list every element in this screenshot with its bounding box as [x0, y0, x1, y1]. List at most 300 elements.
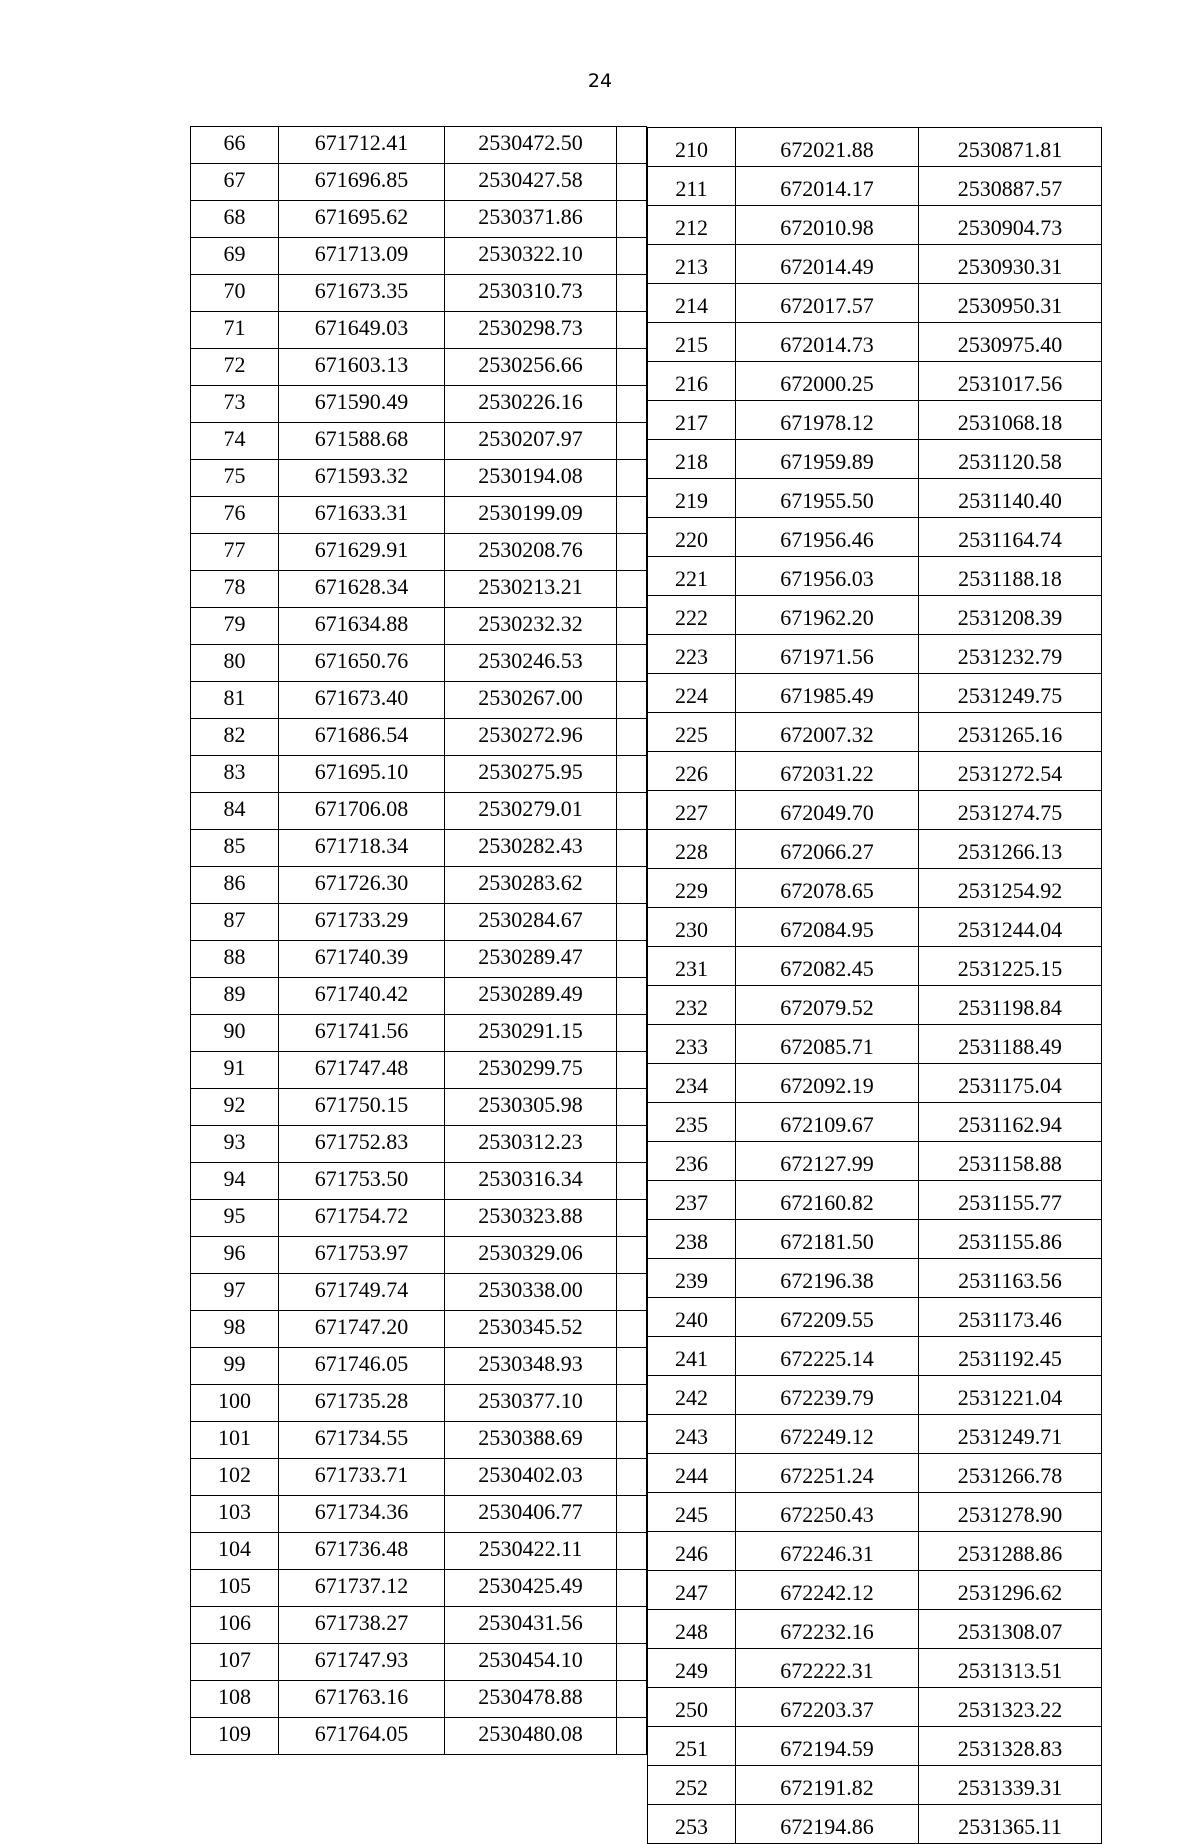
y-coordinate-cell: 2530232.32: [445, 608, 617, 645]
y-coordinate-cell: 2531164.74: [919, 518, 1102, 557]
x-coordinate-cell: 672014.73: [736, 323, 919, 362]
y-coordinate-cell: 2530478.88: [445, 1681, 617, 1718]
y-coordinate-cell: 2531208.39: [919, 596, 1102, 635]
table-row: [648, 128, 1102, 167]
y-coordinate-cell: 2530422.11: [445, 1533, 617, 1570]
point-number-cell: 73: [191, 386, 279, 423]
y-coordinate-cell: 2531265.16: [919, 713, 1102, 752]
spacer-cell: [617, 1126, 647, 1163]
y-coordinate-cell: 2530322.10: [445, 238, 617, 275]
point-number-cell: 211: [648, 167, 736, 206]
spacer-cell: [617, 571, 647, 608]
spacer-cell: [617, 1015, 647, 1052]
x-coordinate-cell: 671712.41: [279, 127, 445, 164]
x-coordinate-cell: 671764.05: [279, 1718, 445, 1755]
x-coordinate-cell: 672251.24: [736, 1454, 919, 1493]
x-coordinate-cell: 672222.31: [736, 1649, 919, 1688]
y-coordinate-cell: 2531278.90: [919, 1493, 1102, 1532]
point-number-cell: 246: [648, 1532, 736, 1571]
table-row: [191, 164, 647, 201]
x-coordinate-cell: 671673.35: [279, 275, 445, 312]
y-coordinate-cell: 2530427.58: [445, 164, 617, 201]
point-number-cell: 247: [648, 1571, 736, 1610]
table-row: [191, 534, 647, 571]
point-number-cell: 93: [191, 1126, 279, 1163]
x-coordinate-cell: 671733.29: [279, 904, 445, 941]
x-coordinate-cell: 672194.86: [736, 1805, 919, 1844]
table-row: [648, 206, 1102, 245]
y-coordinate-cell: 2530950.31: [919, 284, 1102, 323]
table-row: [648, 1571, 1102, 1610]
table-row: [191, 1607, 647, 1644]
point-number-cell: 108: [191, 1681, 279, 1718]
point-number-cell: 242: [648, 1376, 736, 1415]
y-coordinate-cell: 2530904.73: [919, 206, 1102, 245]
x-coordinate-cell: 672084.95: [736, 908, 919, 947]
table-row: [648, 752, 1102, 791]
x-coordinate-cell: 671740.42: [279, 978, 445, 1015]
y-coordinate-cell: 2531266.78: [919, 1454, 1102, 1493]
point-number-cell: 231: [648, 947, 736, 986]
point-number-cell: 216: [648, 362, 736, 401]
y-coordinate-cell: 2530275.95: [445, 756, 617, 793]
spacer-cell: [617, 793, 647, 830]
point-number-cell: 71: [191, 312, 279, 349]
spacer-cell: [617, 608, 647, 645]
spacer-cell: [617, 1459, 647, 1496]
y-coordinate-cell: 2531155.86: [919, 1220, 1102, 1259]
point-number-cell: 104: [191, 1533, 279, 1570]
x-coordinate-cell: 672239.79: [736, 1376, 919, 1415]
point-number-cell: 100: [191, 1385, 279, 1422]
point-number-cell: 251: [648, 1727, 736, 1766]
x-coordinate-cell: 671978.12: [736, 401, 919, 440]
point-number-cell: 212: [648, 206, 736, 245]
y-coordinate-cell: 2531313.51: [919, 1649, 1102, 1688]
table-row: [191, 497, 647, 534]
spacer-cell: [617, 164, 647, 201]
point-number-cell: 219: [648, 479, 736, 518]
table-row: [191, 1052, 647, 1089]
table-row: [191, 756, 647, 793]
x-coordinate-cell: 671726.30: [279, 867, 445, 904]
y-coordinate-cell: 2530298.73: [445, 312, 617, 349]
x-coordinate-cell: 672232.16: [736, 1610, 919, 1649]
y-coordinate-cell: 2531068.18: [919, 401, 1102, 440]
point-number-cell: 214: [648, 284, 736, 323]
point-number-cell: 226: [648, 752, 736, 791]
spacer-cell: [617, 1311, 647, 1348]
table-row: [648, 245, 1102, 284]
y-coordinate-cell: 2531192.45: [919, 1337, 1102, 1376]
y-coordinate-cell: 2530299.75: [445, 1052, 617, 1089]
table-row: [648, 947, 1102, 986]
point-number-cell: 105: [191, 1570, 279, 1607]
point-number-cell: 236: [648, 1142, 736, 1181]
y-coordinate-cell: 2530213.21: [445, 571, 617, 608]
table-row: [191, 1718, 647, 1755]
y-coordinate-cell: 2531120.58: [919, 440, 1102, 479]
table-row: [191, 941, 647, 978]
spacer-cell: [617, 534, 647, 571]
point-number-cell: 239: [648, 1259, 736, 1298]
y-coordinate-cell: 2531162.94: [919, 1103, 1102, 1142]
spacer-cell: [617, 1496, 647, 1533]
y-coordinate-cell: 2530323.88: [445, 1200, 617, 1237]
table-row: [191, 978, 647, 1015]
point-number-cell: 230: [648, 908, 736, 947]
x-coordinate-cell: 671971.56: [736, 635, 919, 674]
table-row: [648, 1298, 1102, 1337]
spacer-cell: [617, 645, 647, 682]
spacer-cell: [617, 867, 647, 904]
spacer-cell: [617, 1607, 647, 1644]
point-number-cell: 217: [648, 401, 736, 440]
table-row: [648, 557, 1102, 596]
table-row: [191, 1163, 647, 1200]
y-coordinate-cell: 2530871.81: [919, 128, 1102, 167]
x-coordinate-cell: 672196.38: [736, 1259, 919, 1298]
x-coordinate-cell: 671746.05: [279, 1348, 445, 1385]
x-coordinate-cell: 672085.71: [736, 1025, 919, 1064]
y-coordinate-cell: 2530207.97: [445, 423, 617, 460]
spacer-cell: [617, 1385, 647, 1422]
x-coordinate-cell: 671686.54: [279, 719, 445, 756]
y-coordinate-cell: 2531308.07: [919, 1610, 1102, 1649]
y-coordinate-cell: 2531188.18: [919, 557, 1102, 596]
y-coordinate-cell: 2530256.66: [445, 349, 617, 386]
x-coordinate-cell: 671713.09: [279, 238, 445, 275]
y-coordinate-cell: 2530279.01: [445, 793, 617, 830]
point-number-cell: 224: [648, 674, 736, 713]
x-coordinate-cell: 671740.39: [279, 941, 445, 978]
table-row: [191, 349, 647, 386]
spacer-cell: [617, 1570, 647, 1607]
x-coordinate-cell: 671763.16: [279, 1681, 445, 1718]
x-coordinate-cell: 672225.14: [736, 1337, 919, 1376]
x-coordinate-cell: 672082.45: [736, 947, 919, 986]
table-row: [648, 518, 1102, 557]
table-row: [191, 127, 647, 164]
x-coordinate-cell: 671956.46: [736, 518, 919, 557]
spacer-cell: [617, 1644, 647, 1681]
page-number: 24: [587, 70, 613, 92]
point-number-cell: 243: [648, 1415, 736, 1454]
point-number-cell: 107: [191, 1644, 279, 1681]
table-row: [191, 275, 647, 312]
point-number-cell: 101: [191, 1422, 279, 1459]
table-row: [648, 1688, 1102, 1727]
x-coordinate-cell: 671754.72: [279, 1200, 445, 1237]
y-coordinate-cell: 2530930.31: [919, 245, 1102, 284]
table-row: [191, 608, 647, 645]
table-row: [648, 1454, 1102, 1493]
y-coordinate-cell: 2530282.43: [445, 830, 617, 867]
spacer-cell: [617, 497, 647, 534]
table-row: [648, 1142, 1102, 1181]
spacer-cell: [617, 1052, 647, 1089]
point-number-cell: 97: [191, 1274, 279, 1311]
x-coordinate-cell: 672249.12: [736, 1415, 919, 1454]
y-coordinate-cell: 2530291.15: [445, 1015, 617, 1052]
x-coordinate-cell: 671962.20: [736, 596, 919, 635]
x-coordinate-cell: 671695.10: [279, 756, 445, 793]
spacer-cell: [617, 275, 647, 312]
table-row: [648, 635, 1102, 674]
table-row: [648, 1649, 1102, 1688]
x-coordinate-cell: 672209.55: [736, 1298, 919, 1337]
y-coordinate-cell: 2530310.73: [445, 275, 617, 312]
point-number-cell: 92: [191, 1089, 279, 1126]
point-number-cell: 69: [191, 238, 279, 275]
spacer-cell: [617, 423, 647, 460]
y-coordinate-cell: 2531254.92: [919, 869, 1102, 908]
spacer-cell: [617, 1533, 647, 1570]
table-row: [191, 1126, 647, 1163]
table-row: [191, 1385, 647, 1422]
table-row: [191, 719, 647, 756]
y-coordinate-cell: 2530329.06: [445, 1237, 617, 1274]
point-number-cell: 89: [191, 978, 279, 1015]
point-number-cell: 76: [191, 497, 279, 534]
x-coordinate-cell: 671733.71: [279, 1459, 445, 1496]
point-number-cell: 249: [648, 1649, 736, 1688]
point-number-cell: 102: [191, 1459, 279, 1496]
point-number-cell: 240: [648, 1298, 736, 1337]
spacer-cell: [617, 238, 647, 275]
y-coordinate-cell: 2531323.22: [919, 1688, 1102, 1727]
table-row: [648, 440, 1102, 479]
y-coordinate-cell: 2531249.75: [919, 674, 1102, 713]
y-coordinate-cell: 2531158.88: [919, 1142, 1102, 1181]
y-coordinate-cell: 2530472.50: [445, 127, 617, 164]
spacer-cell: [617, 941, 647, 978]
x-coordinate-cell: 671741.56: [279, 1015, 445, 1052]
table-row: [648, 908, 1102, 947]
table-row: [191, 1459, 647, 1496]
y-coordinate-cell: 2531173.46: [919, 1298, 1102, 1337]
y-coordinate-cell: 2531365.11: [919, 1805, 1102, 1844]
table-row: [648, 674, 1102, 713]
point-number-cell: 87: [191, 904, 279, 941]
point-number-cell: 222: [648, 596, 736, 635]
point-number-cell: 79: [191, 608, 279, 645]
point-number-cell: 252: [648, 1766, 736, 1805]
x-coordinate-cell: 672014.17: [736, 167, 919, 206]
x-coordinate-cell: 671629.91: [279, 534, 445, 571]
y-coordinate-cell: 2530246.53: [445, 645, 617, 682]
point-number-cell: 96: [191, 1237, 279, 1274]
spacer-cell: [617, 1237, 647, 1274]
point-number-cell: 234: [648, 1064, 736, 1103]
point-number-cell: 227: [648, 791, 736, 830]
x-coordinate-cell: 671749.74: [279, 1274, 445, 1311]
spacer-cell: [617, 349, 647, 386]
point-number-cell: 220: [648, 518, 736, 557]
x-coordinate-cell: 672014.49: [736, 245, 919, 284]
table-row: [191, 682, 647, 719]
table-row: [191, 1348, 647, 1385]
table-row: [648, 1766, 1102, 1805]
x-coordinate-cell: 672021.88: [736, 128, 919, 167]
x-coordinate-cell: 671736.48: [279, 1533, 445, 1570]
x-coordinate-cell: 671650.76: [279, 645, 445, 682]
point-number-cell: 229: [648, 869, 736, 908]
y-coordinate-cell: 2530402.03: [445, 1459, 617, 1496]
spacer-cell: [617, 1200, 647, 1237]
table-row: [648, 986, 1102, 1025]
table-row: [191, 830, 647, 867]
point-number-cell: 84: [191, 793, 279, 830]
table-row: [648, 1064, 1102, 1103]
y-coordinate-cell: 2530377.10: [445, 1385, 617, 1422]
point-number-cell: 241: [648, 1337, 736, 1376]
point-number-cell: 250: [648, 1688, 736, 1727]
x-coordinate-cell: 672079.52: [736, 986, 919, 1025]
x-coordinate-cell: 672246.31: [736, 1532, 919, 1571]
table-row: [648, 1376, 1102, 1415]
table-row: [191, 1570, 647, 1607]
table-row: [191, 571, 647, 608]
x-coordinate-cell: 671603.13: [279, 349, 445, 386]
x-coordinate-cell: 672181.50: [736, 1220, 919, 1259]
table-row: [191, 1496, 647, 1533]
table-row: [191, 1533, 647, 1570]
point-number-cell: 106: [191, 1607, 279, 1644]
y-coordinate-cell: 2530312.23: [445, 1126, 617, 1163]
point-number-cell: 86: [191, 867, 279, 904]
point-number-cell: 99: [191, 1348, 279, 1385]
table-row: [648, 869, 1102, 908]
point-number-cell: 88: [191, 941, 279, 978]
spacer-cell: [617, 756, 647, 793]
point-number-cell: 213: [648, 245, 736, 284]
point-number-cell: 221: [648, 557, 736, 596]
point-number-cell: 223: [648, 635, 736, 674]
x-coordinate-cell: 672066.27: [736, 830, 919, 869]
point-number-cell: 68: [191, 201, 279, 238]
table-row: [648, 1493, 1102, 1532]
x-coordinate-cell: 671590.49: [279, 386, 445, 423]
x-coordinate-cell: 671735.28: [279, 1385, 445, 1422]
table-row: [648, 713, 1102, 752]
x-coordinate-cell: 672031.22: [736, 752, 919, 791]
point-number-cell: 82: [191, 719, 279, 756]
x-coordinate-cell: 671738.27: [279, 1607, 445, 1644]
table-row: [191, 1237, 647, 1274]
table-row: [648, 323, 1102, 362]
table-row: [191, 1200, 647, 1237]
point-number-cell: 77: [191, 534, 279, 571]
y-coordinate-cell: 2530338.00: [445, 1274, 617, 1311]
table-row: [191, 793, 647, 830]
point-number-cell: 81: [191, 682, 279, 719]
spacer-cell: [617, 1718, 647, 1755]
x-coordinate-cell: 672160.82: [736, 1181, 919, 1220]
point-number-cell: 98: [191, 1311, 279, 1348]
x-coordinate-cell: 671747.93: [279, 1644, 445, 1681]
y-coordinate-cell: 2531188.49: [919, 1025, 1102, 1064]
x-coordinate-cell: 671633.31: [279, 497, 445, 534]
table-row: [648, 1025, 1102, 1064]
x-coordinate-cell: 672127.99: [736, 1142, 919, 1181]
x-coordinate-cell: 672109.67: [736, 1103, 919, 1142]
spacer-cell: [617, 1422, 647, 1459]
y-coordinate-cell: 2530289.47: [445, 941, 617, 978]
spacer-cell: [617, 386, 647, 423]
y-coordinate-cell: 2530284.67: [445, 904, 617, 941]
point-number-cell: 228: [648, 830, 736, 869]
point-number-cell: 218: [648, 440, 736, 479]
x-coordinate-cell: 672000.25: [736, 362, 919, 401]
x-coordinate-cell: 671696.85: [279, 164, 445, 201]
x-coordinate-cell: 671734.36: [279, 1496, 445, 1533]
x-coordinate-cell: 671695.62: [279, 201, 445, 238]
y-coordinate-cell: 2530283.62: [445, 867, 617, 904]
x-coordinate-cell: 671753.50: [279, 1163, 445, 1200]
table-row: [648, 401, 1102, 440]
y-coordinate-cell: 2530305.98: [445, 1089, 617, 1126]
y-coordinate-cell: 2530208.76: [445, 534, 617, 571]
table-row: [648, 1610, 1102, 1649]
y-coordinate-cell: 2530199.09: [445, 497, 617, 534]
y-coordinate-cell: 2531274.75: [919, 791, 1102, 830]
point-number-cell: 90: [191, 1015, 279, 1052]
table-row: [191, 423, 647, 460]
spacer-cell: [617, 1274, 647, 1311]
spacer-cell: [617, 1348, 647, 1385]
x-coordinate-cell: 671628.34: [279, 571, 445, 608]
table-row: [648, 362, 1102, 401]
point-number-cell: 78: [191, 571, 279, 608]
point-number-cell: 72: [191, 349, 279, 386]
y-coordinate-cell: 2531296.62: [919, 1571, 1102, 1610]
y-coordinate-cell: 2531221.04: [919, 1376, 1102, 1415]
x-coordinate-cell: 671985.49: [736, 674, 919, 713]
point-number-cell: 237: [648, 1181, 736, 1220]
table-row: [191, 1311, 647, 1348]
x-coordinate-cell: 671955.50: [736, 479, 919, 518]
y-coordinate-cell: 2531163.56: [919, 1259, 1102, 1298]
y-coordinate-cell: 2531266.13: [919, 830, 1102, 869]
y-coordinate-cell: 2531175.04: [919, 1064, 1102, 1103]
y-coordinate-cell: 2530345.52: [445, 1311, 617, 1348]
y-coordinate-cell: 2530272.96: [445, 719, 617, 756]
point-number-cell: 232: [648, 986, 736, 1025]
point-number-cell: 83: [191, 756, 279, 793]
y-coordinate-cell: 2530289.49: [445, 978, 617, 1015]
y-coordinate-cell: 2530431.56: [445, 1607, 617, 1644]
point-number-cell: 253: [648, 1805, 736, 1844]
table-row: [648, 1220, 1102, 1259]
table-row: [648, 1337, 1102, 1376]
x-coordinate-cell: 672007.32: [736, 713, 919, 752]
table-row: [648, 284, 1102, 323]
x-coordinate-cell: 672010.98: [736, 206, 919, 245]
spacer-cell: [617, 1089, 647, 1126]
table-row: [191, 1681, 647, 1718]
y-coordinate-cell: 2530226.16: [445, 386, 617, 423]
y-coordinate-cell: 2530316.34: [445, 1163, 617, 1200]
spacer-cell: [617, 127, 647, 164]
spacer-cell: [617, 978, 647, 1015]
table-row: [648, 830, 1102, 869]
point-number-cell: 215: [648, 323, 736, 362]
point-number-cell: 94: [191, 1163, 279, 1200]
y-coordinate-cell: 2531339.31: [919, 1766, 1102, 1805]
table-row: [191, 1015, 647, 1052]
y-coordinate-cell: 2531328.83: [919, 1727, 1102, 1766]
